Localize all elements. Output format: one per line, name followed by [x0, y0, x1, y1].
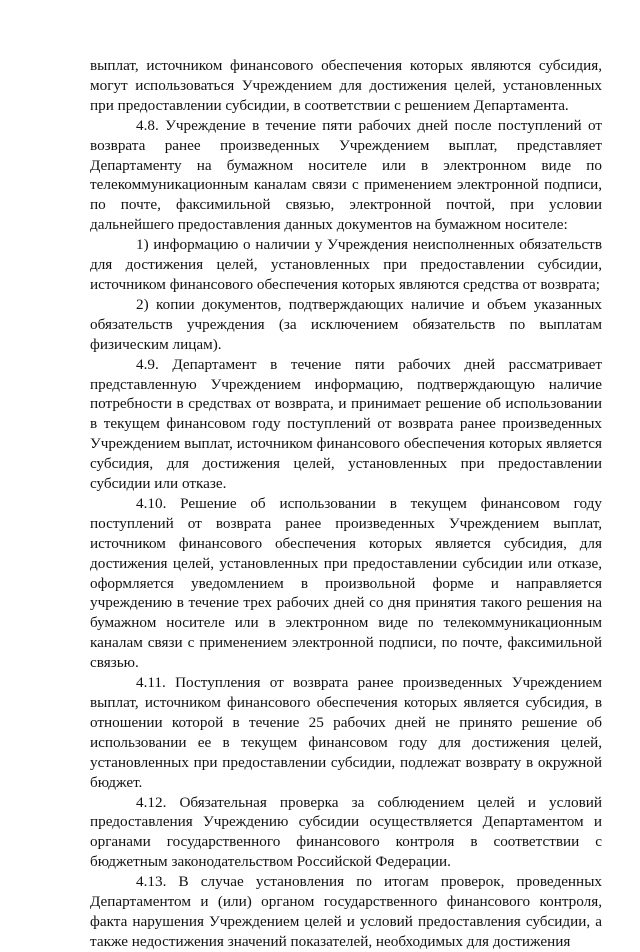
paragraph-4-13: 4.13. В случае установления по итогам проверок, проведенных Департаментом и (или) органом государственного финансового контроля, факта нарушения Учреждением целей и условий предоставления субсидии, а также недостижения значений показателей, необходимых для достижения: [90, 873, 602, 950]
paragraph-4-11: 4.11. Поступления от возврата ранее произведенных Учреждением выплат, источником финансового обеспечения которых является субсидия, в отношении которой в течение 25 рабочих дней не принято решение об использовании ее в текущем финансовом году для достижения целей, установленных при предоставлении субсидии, подлежат возврату в окружной бюджет.: [90, 674, 602, 791]
paragraph-4-12: 4.12. Обязательная проверка за соблюдением целей и условий предоставления Учреждению субсидии осуществляется Департаментом и органами государственного финансового контроля в соответствии с бюджетным законодательством Российской Федерации.: [90, 793, 602, 871]
list-item-1: 1) информацию о наличии у Учреждения неисполненных обязательств для достижения целей, установленных при предоставлении субсидии, источником финансового обеспечения которых являются средства от возврата;: [90, 236, 602, 293]
paragraph-4-8: 4.8. Учреждение в течение пяти рабочих дней после поступлений от возврата ранее произведенных Учреждением выплат, представляет Департаменту на бумажном носителе или в электронном виде по телекоммуникационным каналам связи с применением электронной подписи, по почте, факсимильной связью, электронной почтой, при условии дальнейшего предоставления данных документов на бумажном носителе:: [90, 116, 602, 234]
paragraph-continuation: выплат, источником финансового обеспечения которых являются субсидия, могут использоваться Учреждением для достижения целей, установленных при предоставлении субсидии, в соответствии с решением Департамента.: [90, 57, 602, 114]
list-item-2: 2) копии документов, подтверждающих наличие и объем указанных обязательств учреждения (за исключением обязательств по выплатам физическим лицам).: [90, 295, 602, 353]
paragraph-4-10: 4.10. Решение об использовании в текущем финансовом году поступлений от возврата ранее произведенных Учреждением выплат, источником финансового обеспечения которых является субсидия, для достижения целей, установленных при предоставлении субсидии или отказе, оформляется уведомлением в произвольной форме и направляется учреждению в течение трех рабочих дней со дня принятия такого решения на бумажном носителе или в электронном виде по телекоммуникационным каналам связи с применением электронной подписи, по почте, факсимильной связью.: [90, 494, 602, 672]
document-page: [90, 56, 602, 952]
paragraph-4-9: 4.9. Департамент в течение пяти рабочих дней рассматривает представленную Учреждением информацию, подтверждающую наличие потребности в средствах от возврата, и принимает решение об использовании в текущем финансовом году поступлений от возврата ранее произведенных Учреждением выплат, источником финансового обеспечения которых является субсидия, для достижения целей, установленных при предоставлении субсидии или отказе.: [90, 355, 602, 493]
